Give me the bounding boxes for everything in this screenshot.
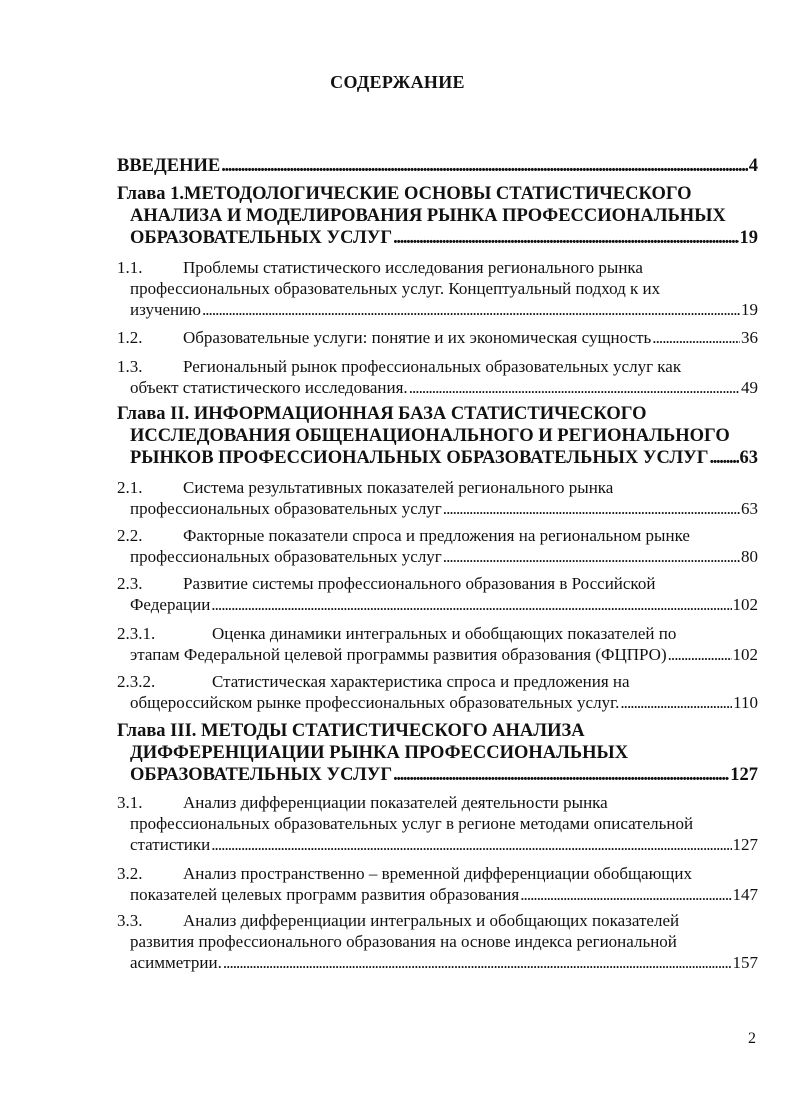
- dot-leader: [652, 327, 740, 348]
- toc-entry-line: [117, 692, 758, 713]
- toc-entry-line: [117, 155, 758, 177]
- dot-leader: [668, 644, 732, 665]
- toc-entry-line: [117, 425, 758, 447]
- toc-section-entry[interactable]: [117, 623, 758, 665]
- dot-leader: [710, 447, 739, 469]
- entry-title-text: Глава III. МЕТОДЫ СТАТИСТИЧЕСКОГО АНАЛИЗА: [117, 721, 585, 741]
- entry-page-number: 19: [739, 228, 758, 248]
- section-number: 2.2.: [117, 526, 143, 545]
- entry-title-text: Система результативных показателей регионального рынка: [183, 478, 614, 497]
- section-number: 3.3.: [117, 911, 143, 930]
- toc-entry-line: [117, 671, 758, 692]
- entry-title-text: общероссийском рынке профессиональных образовательных услуг.: [130, 693, 620, 712]
- toc-entry-line: [117, 720, 758, 742]
- entry-title-text: Статистическая характеристика спроса и предложения на: [212, 672, 630, 691]
- dot-leader: [409, 377, 740, 398]
- entry-title-text: АНАЛИЗА И МОДЕЛИРОВАНИЯ РЫНКА ПРОФЕССИОНАЛЬНЫХ: [130, 206, 726, 226]
- entry-title-text: ВВЕДЕНИЕ: [117, 156, 221, 176]
- toc-entry-line: [117, 952, 758, 973]
- entry-page-number: 49: [741, 378, 758, 397]
- entry-title-text: ДИФФЕРЕНЦИАЦИИ РЫНКА ПРОФЕССИОНАЛЬНЫХ: [130, 743, 629, 763]
- entry-page-number: 4: [748, 156, 758, 176]
- toc-section-entry[interactable]: [117, 863, 758, 905]
- entry-page-number: 19: [741, 300, 758, 319]
- entry-page-number: 80: [741, 547, 758, 566]
- toc-section-entry[interactable]: [117, 257, 758, 320]
- section-number: 3.1.: [117, 793, 143, 812]
- entry-page-number: 147: [732, 885, 758, 904]
- entry-page-number: 63: [739, 448, 758, 468]
- toc-entry-line: [117, 327, 758, 348]
- dot-leader: [223, 952, 732, 973]
- toc-entry-line: [117, 356, 758, 377]
- entry-title-text: статистики: [130, 835, 211, 854]
- entry-title-text: Анализ дифференциации интегральных и обобщающих показателей: [183, 911, 680, 930]
- entry-title-text: этапам Федеральной целевой программы развития образования (ФЦПРО): [130, 645, 667, 664]
- section-number: 1.1.: [117, 258, 143, 277]
- entry-title-text: Факторные показатели спроса и предложения на региональном рынке: [183, 526, 690, 545]
- toc-entry-line: [117, 644, 758, 665]
- toc-section-entry[interactable]: [117, 356, 758, 398]
- toc-entry-line: [117, 377, 758, 398]
- toc-chapter-entry[interactable]: [117, 720, 758, 786]
- toc-entry-line: [117, 742, 758, 764]
- section-number: 2.3.1.: [117, 624, 156, 643]
- section-number: 2.3.2.: [117, 672, 156, 691]
- toc-entry-line: [117, 546, 758, 567]
- entry-title-text: профессиональных образовательных услуг в регионе методами описательной: [130, 814, 694, 833]
- toc-section-entry[interactable]: [117, 910, 758, 973]
- toc-section-entry[interactable]: [117, 525, 758, 567]
- dot-leader: [221, 155, 748, 177]
- toc-entry-line: [117, 299, 758, 320]
- toc-entry-line: [117, 931, 758, 952]
- dot-leader: [520, 884, 731, 905]
- toc-section-entry[interactable]: [117, 573, 758, 615]
- toc-entry-line: [117, 498, 758, 519]
- toc-entry-line: [117, 403, 758, 425]
- toc-entry-line: [117, 573, 758, 594]
- entry-page-number: 127: [732, 835, 758, 854]
- entry-title-text: ОБРАЗОВАТЕЛЬНЫХ УСЛУГ: [130, 765, 393, 785]
- dot-leader: [443, 546, 740, 567]
- toc-chapter-entry[interactable]: [117, 403, 758, 469]
- dot-leader: [443, 498, 740, 519]
- dot-leader: [620, 692, 732, 713]
- toc-entry-line: [117, 863, 758, 884]
- page-number: 2: [748, 1030, 756, 1047]
- entry-title-text: развития профессионального образования на основе индекса региональной: [130, 932, 677, 951]
- entry-page-number: 102: [732, 595, 758, 614]
- toc-entry-line: [117, 813, 758, 834]
- entry-title-text: профессиональных образовательных услуг: [130, 499, 442, 518]
- entry-title-text: Региональный рынок профессиональных образовательных услуг как: [183, 357, 682, 376]
- toc-entry-line: [117, 257, 758, 278]
- section-number: 1.3.: [117, 357, 143, 376]
- entry-title-text: Образовательные услуги: понятие и их экономическая сущность: [183, 328, 652, 347]
- entry-title-text: профессиональных образовательных услуг. Концептуальный подход к их: [130, 279, 661, 298]
- entry-title-text: Проблемы статистического исследования регионального рынка: [183, 258, 643, 277]
- toc-entry-line: [117, 910, 758, 931]
- entry-title-text: Оценка динамики интегральных и обобщающих показателей по: [212, 624, 677, 643]
- page-title: СОДЕРЖАНИЕ: [330, 72, 465, 92]
- toc-entry-line: [117, 594, 758, 615]
- dot-leader: [202, 299, 740, 320]
- toc-entry-line: [117, 183, 758, 205]
- entry-title-text: Анализ дифференциации показателей деятельности рынка: [183, 793, 608, 812]
- entry-title-text: асимметрии.: [130, 953, 222, 972]
- section-number: 1.2.: [117, 328, 143, 347]
- section-number: 2.3.: [117, 574, 143, 593]
- toc-section-entry[interactable]: [117, 327, 758, 348]
- entry-title-text: изучению: [130, 300, 201, 319]
- toc-chapter-entry[interactable]: [117, 155, 758, 177]
- toc-entry-line: [117, 884, 758, 905]
- toc-entry-line: [117, 834, 758, 855]
- entry-title-text: Анализ пространственно – временной дифференциации обобщающих: [183, 864, 692, 883]
- toc-entry-line: [117, 227, 758, 249]
- toc-entry-line: [117, 477, 758, 498]
- entry-page-number: 36: [741, 328, 758, 347]
- entry-title-text: ИССЛЕДОВАНИЯ ОБЩЕНАЦИОНАЛЬНОГО И РЕГИОНАЛЬНОГО: [130, 426, 730, 446]
- toc-entry-line: [117, 278, 758, 299]
- toc-entry-line: [117, 447, 758, 469]
- entry-title-text: Глава 1.МЕТОДОЛОГИЧЕСКИЕ ОСНОВЫ СТАТИСТИЧЕСКОГО: [117, 184, 692, 204]
- dot-leader: [393, 764, 729, 786]
- entry-page-number: 102: [732, 645, 758, 664]
- entry-title-text: объект статистического исследования.: [130, 378, 408, 397]
- toc-chapter-entry[interactable]: [117, 183, 758, 249]
- toc-entry-line: [117, 792, 758, 813]
- toc-section-entry[interactable]: [117, 477, 758, 519]
- entry-title-text: РЫНКОВ ПРОФЕССИОНАЛЬНЫХ ОБРАЗОВАТЕЛЬНЫХ УСЛУГ: [130, 448, 709, 468]
- entry-title-text: ОБРАЗОВАТЕЛЬНЫХ УСЛУГ: [130, 228, 393, 248]
- entry-page-number: 63: [741, 499, 758, 518]
- toc-section-entry[interactable]: [117, 671, 758, 713]
- entry-title-text: Глава II. ИНФОРМАЦИОННАЯ БАЗА СТАТИСТИЧЕСКОГО: [117, 404, 647, 424]
- toc-section-entry[interactable]: [117, 792, 758, 855]
- entry-page-number: 127: [730, 765, 758, 785]
- section-number: 3.2.: [117, 864, 143, 883]
- toc-entry-line: [117, 205, 758, 227]
- entry-title-text: показателей целевых программ развития образования: [130, 885, 520, 904]
- entry-title-text: Развитие системы профессионального образования в Российской: [183, 574, 656, 593]
- dot-leader: [393, 227, 738, 249]
- toc-entry-line: [117, 623, 758, 644]
- dot-leader: [211, 834, 731, 855]
- dot-leader: [211, 594, 731, 615]
- entry-page-number: 157: [732, 953, 758, 972]
- section-number: 2.1.: [117, 478, 143, 497]
- entry-title-text: профессиональных образовательных услуг: [130, 547, 442, 566]
- toc-entry-line: [117, 525, 758, 546]
- toc-entry-line: [117, 764, 758, 786]
- entry-title-text: Федерации: [130, 595, 211, 614]
- entry-page-number: 110: [733, 693, 758, 712]
